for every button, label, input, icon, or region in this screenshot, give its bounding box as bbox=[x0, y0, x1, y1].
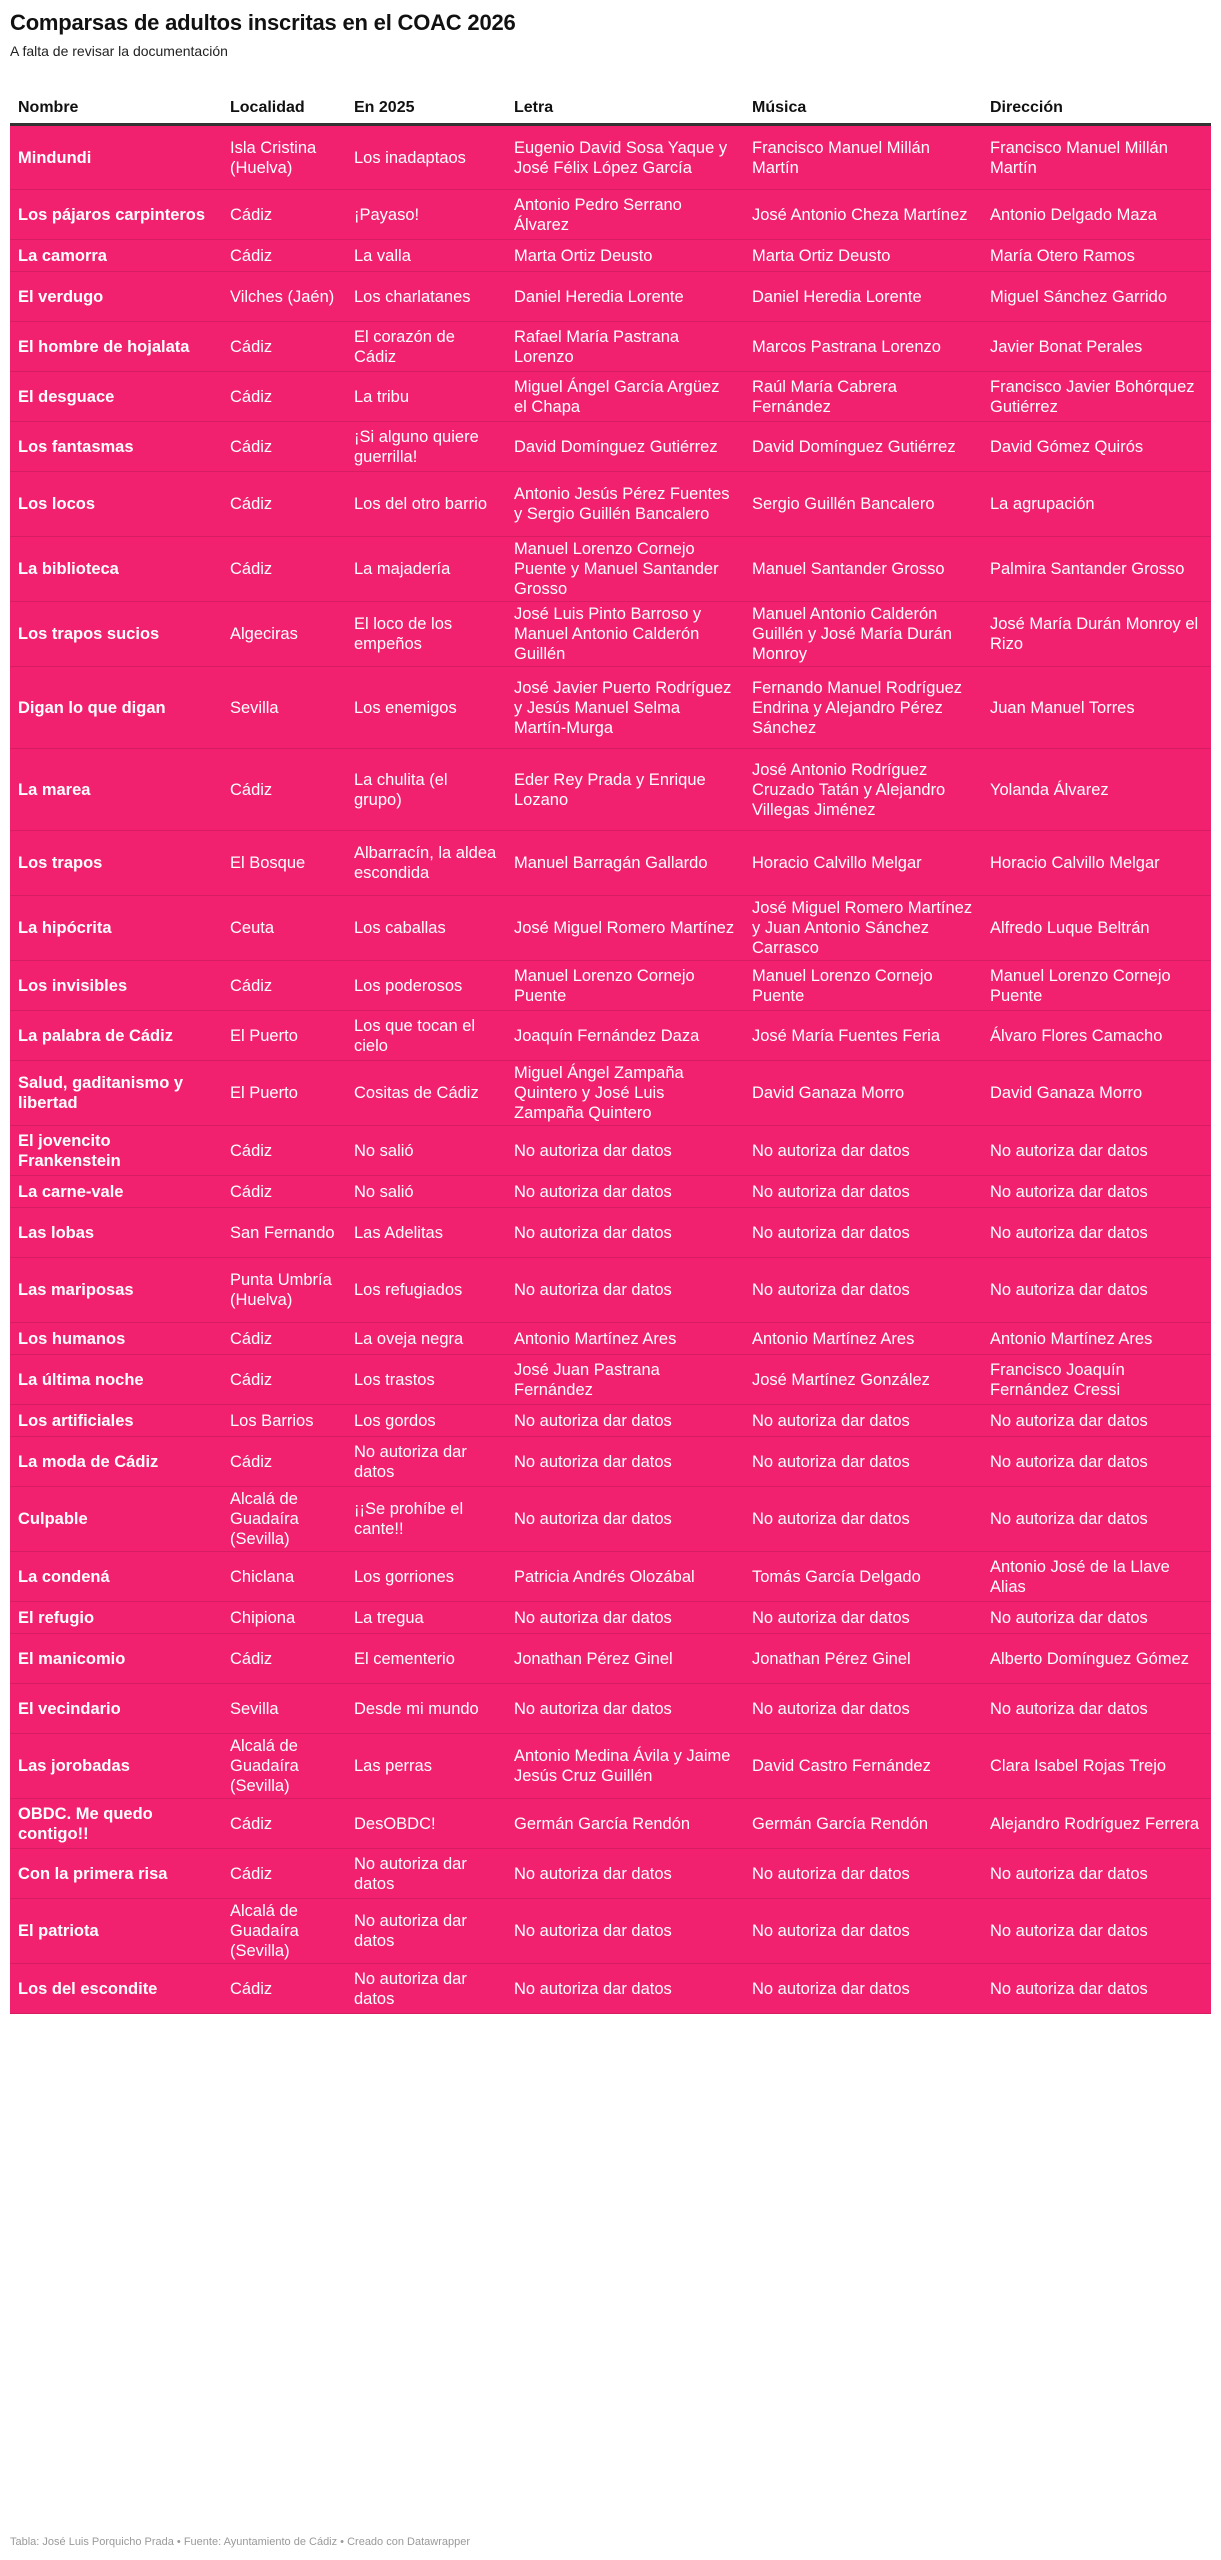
cell-nombre: Con la primera risa bbox=[10, 1849, 222, 1899]
cell-musica: Raúl María Cabrera Fernández bbox=[744, 372, 982, 422]
cell-musica: No autoriza dar datos bbox=[744, 1684, 982, 1734]
cell-localidad: Cádiz bbox=[222, 322, 346, 372]
cell-letra: Jonathan Pérez Ginel bbox=[506, 1634, 744, 1684]
cell-en-2025: Los del otro barrio bbox=[346, 472, 506, 537]
cell-localidad: Algeciras bbox=[222, 602, 346, 667]
cell-localidad: El Bosque bbox=[222, 831, 346, 896]
cell-localidad: Chipiona bbox=[222, 1602, 346, 1634]
cell-localidad: Alcalá de Guadaíra (Sevilla) bbox=[222, 1487, 346, 1552]
cell-musica: Francisco Manuel Millán Martín bbox=[744, 125, 982, 190]
cell-localidad: Cádiz bbox=[222, 1437, 346, 1487]
table-row bbox=[10, 240, 1211, 272]
table-row bbox=[10, 322, 1211, 372]
cell-direccion: No autoriza dar datos bbox=[982, 1849, 1211, 1899]
cell-nombre: Los pájaros carpinteros bbox=[10, 190, 222, 240]
cell-letra: No autoriza dar datos bbox=[506, 1899, 744, 1964]
cell-en-2025: Cositas de Cádiz bbox=[346, 1061, 506, 1126]
cell-en-2025: Las Adelitas bbox=[346, 1208, 506, 1258]
cell-musica: No autoriza dar datos bbox=[744, 1208, 982, 1258]
cell-musica: David Castro Fernández bbox=[744, 1734, 982, 1799]
cell-en-2025: No autoriza dar datos bbox=[346, 1899, 506, 1964]
table-row bbox=[10, 1011, 1211, 1061]
table-body bbox=[10, 125, 1211, 2014]
cell-letra: Eugenio David Sosa Yaque y José Félix López García bbox=[506, 125, 744, 190]
cell-nombre: OBDC. Me quedo contigo!! bbox=[10, 1799, 222, 1849]
cell-localidad: Cádiz bbox=[222, 372, 346, 422]
cell-en-2025: No autoriza dar datos bbox=[346, 1849, 506, 1899]
table-row bbox=[10, 1634, 1211, 1684]
cell-musica: Horacio Calvillo Melgar bbox=[744, 831, 982, 896]
cell-en-2025: Los inadaptaos bbox=[346, 125, 506, 190]
cell-direccion: Alejandro Rodríguez Ferrera bbox=[982, 1799, 1211, 1849]
cell-en-2025: No salió bbox=[346, 1126, 506, 1176]
cell-en-2025: ¡¡Se prohíbe el cante!! bbox=[346, 1487, 506, 1552]
cell-nombre: La marea bbox=[10, 749, 222, 831]
cell-letra: No autoriza dar datos bbox=[506, 1487, 744, 1552]
cell-direccion: No autoriza dar datos bbox=[982, 1684, 1211, 1734]
page-subtitle: A falta de revisar la documentación bbox=[10, 43, 228, 59]
cell-nombre: El refugio bbox=[10, 1602, 222, 1634]
cell-direccion: Alberto Domínguez Gómez bbox=[982, 1634, 1211, 1684]
cell-letra: Manuel Lorenzo Cornejo Puente bbox=[506, 961, 744, 1011]
cell-en-2025: La tregua bbox=[346, 1602, 506, 1634]
column-header-localidad: Localidad bbox=[222, 81, 346, 125]
cell-nombre: El manicomio bbox=[10, 1634, 222, 1684]
cell-musica: José Antonio Cheza Martínez bbox=[744, 190, 982, 240]
cell-musica: Tomás García Delgado bbox=[744, 1552, 982, 1602]
cell-direccion: No autoriza dar datos bbox=[982, 1899, 1211, 1964]
cell-en-2025: Los gordos bbox=[346, 1405, 506, 1437]
table-row bbox=[10, 1061, 1211, 1126]
cell-direccion: José María Durán Monroy el Rizo bbox=[982, 602, 1211, 667]
cell-nombre: El verdugo bbox=[10, 272, 222, 322]
cell-direccion: No autoriza dar datos bbox=[982, 1126, 1211, 1176]
table-row bbox=[10, 1323, 1211, 1355]
column-header-letra: Letra bbox=[506, 81, 744, 125]
cell-letra: No autoriza dar datos bbox=[506, 1437, 744, 1487]
cell-localidad: Cádiz bbox=[222, 190, 346, 240]
table-row bbox=[10, 1437, 1211, 1487]
cell-localidad: Sevilla bbox=[222, 667, 346, 749]
cell-letra: Marta Ortiz Deusto bbox=[506, 240, 744, 272]
cell-nombre: Digan lo que digan bbox=[10, 667, 222, 749]
table-row bbox=[10, 1734, 1211, 1799]
cell-en-2025: Los que tocan el cielo bbox=[346, 1011, 506, 1061]
table-row bbox=[10, 1799, 1211, 1849]
cell-localidad: El Puerto bbox=[222, 1011, 346, 1061]
cell-nombre: Salud, gaditanismo y libertad bbox=[10, 1061, 222, 1126]
cell-nombre: Los trapos bbox=[10, 831, 222, 896]
cell-letra: No autoriza dar datos bbox=[506, 1208, 744, 1258]
header-row bbox=[10, 81, 1211, 125]
cell-en-2025: No autoriza dar datos bbox=[346, 1964, 506, 2014]
cell-letra: No autoriza dar datos bbox=[506, 1849, 744, 1899]
cell-letra: Germán García Rendón bbox=[506, 1799, 744, 1849]
cell-direccion: No autoriza dar datos bbox=[982, 1405, 1211, 1437]
cell-en-2025: Los enemigos bbox=[346, 667, 506, 749]
cell-direccion: Antonio Delgado Maza bbox=[982, 190, 1211, 240]
cell-localidad: Cádiz bbox=[222, 1849, 346, 1899]
cell-musica: No autoriza dar datos bbox=[744, 1899, 982, 1964]
cell-musica: No autoriza dar datos bbox=[744, 1487, 982, 1552]
page-title: Comparsas de adultos inscritas en el COAC 2026 bbox=[10, 10, 516, 35]
cell-letra: Miguel Ángel García Argüez el Chapa bbox=[506, 372, 744, 422]
cell-direccion: Antonio Martínez Ares bbox=[982, 1323, 1211, 1355]
cell-localidad: Ceuta bbox=[222, 896, 346, 961]
cell-direccion: Francisco Manuel Millán Martín bbox=[982, 125, 1211, 190]
table-row bbox=[10, 602, 1211, 667]
cell-nombre: Mindundi bbox=[10, 125, 222, 190]
cell-en-2025: Las perras bbox=[346, 1734, 506, 1799]
table-row bbox=[10, 1487, 1211, 1552]
cell-direccion: David Gómez Quirós bbox=[982, 422, 1211, 472]
cell-nombre: La carne-vale bbox=[10, 1176, 222, 1208]
cell-localidad: Cádiz bbox=[222, 1634, 346, 1684]
cell-letra: Manuel Barragán Gallardo bbox=[506, 831, 744, 896]
cell-letra: Miguel Ángel Zampaña Quintero y José Luis Zampaña Quintero bbox=[506, 1061, 744, 1126]
cell-en-2025: Albarracín, la aldea escondida bbox=[346, 831, 506, 896]
table-row bbox=[10, 1602, 1211, 1634]
table-row bbox=[10, 472, 1211, 537]
table-header bbox=[10, 81, 1211, 125]
table-row bbox=[10, 831, 1211, 896]
cell-direccion: Juan Manuel Torres bbox=[982, 667, 1211, 749]
cell-direccion: No autoriza dar datos bbox=[982, 1602, 1211, 1634]
cell-en-2025: Los poderosos bbox=[346, 961, 506, 1011]
cell-en-2025: La majadería bbox=[346, 537, 506, 602]
cell-direccion: No autoriza dar datos bbox=[982, 1487, 1211, 1552]
cell-musica: David Domínguez Gutiérrez bbox=[744, 422, 982, 472]
table-row bbox=[10, 667, 1211, 749]
cell-letra: Antonio Medina Ávila y Jaime Jesús Cruz Guillén bbox=[506, 1734, 744, 1799]
cell-nombre: La hipócrita bbox=[10, 896, 222, 961]
cell-letra: José Miguel Romero Martínez bbox=[506, 896, 744, 961]
cell-localidad: Punta Umbría (Huelva) bbox=[222, 1258, 346, 1323]
cell-direccion: Javier Bonat Perales bbox=[982, 322, 1211, 372]
cell-en-2025: La oveja negra bbox=[346, 1323, 506, 1355]
table-row bbox=[10, 1405, 1211, 1437]
cell-localidad: Cádiz bbox=[222, 537, 346, 602]
comparsas-table bbox=[10, 81, 1211, 2014]
cell-musica: No autoriza dar datos bbox=[744, 1964, 982, 2014]
source-footer: Tabla: José Luis Porquicho Prada • Fuente: Ayuntamiento de Cádiz • Creado con Datawrapper bbox=[10, 2536, 470, 2548]
cell-direccion: David Ganaza Morro bbox=[982, 1061, 1211, 1126]
cell-localidad: Cádiz bbox=[222, 749, 346, 831]
cell-en-2025: El loco de los empeños bbox=[346, 602, 506, 667]
cell-musica: José Martínez González bbox=[744, 1355, 982, 1405]
cell-direccion: María Otero Ramos bbox=[982, 240, 1211, 272]
cell-letra: Rafael María Pastrana Lorenzo bbox=[506, 322, 744, 372]
table-row bbox=[10, 372, 1211, 422]
cell-en-2025: No salió bbox=[346, 1176, 506, 1208]
cell-letra: David Domínguez Gutiérrez bbox=[506, 422, 744, 472]
cell-direccion: No autoriza dar datos bbox=[982, 1176, 1211, 1208]
cell-localidad: Cádiz bbox=[222, 961, 346, 1011]
cell-en-2025: Desde mi mundo bbox=[346, 1684, 506, 1734]
cell-nombre: El desguace bbox=[10, 372, 222, 422]
cell-direccion: Horacio Calvillo Melgar bbox=[982, 831, 1211, 896]
cell-musica: No autoriza dar datos bbox=[744, 1176, 982, 1208]
cell-nombre: El jovencito Frankenstein bbox=[10, 1126, 222, 1176]
cell-localidad: Los Barrios bbox=[222, 1405, 346, 1437]
cell-musica: Fernando Manuel Rodríguez Endrina y Alejandro Pérez Sánchez bbox=[744, 667, 982, 749]
cell-musica: Germán García Rendón bbox=[744, 1799, 982, 1849]
cell-musica: Manuel Santander Grosso bbox=[744, 537, 982, 602]
cell-direccion: Antonio José de la Llave Alias bbox=[982, 1552, 1211, 1602]
cell-musica: José Miguel Romero Martínez y Juan Antonio Sánchez Carrasco bbox=[744, 896, 982, 961]
cell-nombre: El patriota bbox=[10, 1899, 222, 1964]
cell-direccion: Manuel Lorenzo Cornejo Puente bbox=[982, 961, 1211, 1011]
cell-letra: Manuel Lorenzo Cornejo Puente y Manuel Santander Grosso bbox=[506, 537, 744, 602]
cell-localidad: El Puerto bbox=[222, 1061, 346, 1126]
cell-direccion: Palmira Santander Grosso bbox=[982, 537, 1211, 602]
cell-nombre: Los locos bbox=[10, 472, 222, 537]
cell-musica: Sergio Guillén Bancalero bbox=[744, 472, 982, 537]
cell-nombre: El vecindario bbox=[10, 1684, 222, 1734]
cell-en-2025: Los caballas bbox=[346, 896, 506, 961]
cell-localidad: Cádiz bbox=[222, 472, 346, 537]
column-header-en-2025: En 2025 bbox=[346, 81, 506, 125]
cell-nombre: El hombre de hojalata bbox=[10, 322, 222, 372]
table-row bbox=[10, 272, 1211, 322]
cell-nombre: La condená bbox=[10, 1552, 222, 1602]
cell-musica: José Antonio Rodríguez Cruzado Tatán y Alejandro Villegas Jiménez bbox=[744, 749, 982, 831]
cell-letra: No autoriza dar datos bbox=[506, 1176, 744, 1208]
cell-letra: No autoriza dar datos bbox=[506, 1258, 744, 1323]
cell-letra: Eder Rey Prada y Enrique Lozano bbox=[506, 749, 744, 831]
cell-localidad: Cádiz bbox=[222, 240, 346, 272]
cell-en-2025: La tribu bbox=[346, 372, 506, 422]
cell-musica: No autoriza dar datos bbox=[744, 1602, 982, 1634]
cell-nombre: Culpable bbox=[10, 1487, 222, 1552]
cell-en-2025: La chulita (el grupo) bbox=[346, 749, 506, 831]
cell-en-2025: El cementerio bbox=[346, 1634, 506, 1684]
cell-letra: No autoriza dar datos bbox=[506, 1602, 744, 1634]
cell-en-2025: Los refugiados bbox=[346, 1258, 506, 1323]
cell-en-2025: El corazón de Cádiz bbox=[346, 322, 506, 372]
cell-musica: Daniel Heredia Lorente bbox=[744, 272, 982, 322]
cell-letra: Patricia Andrés Olozábal bbox=[506, 1552, 744, 1602]
cell-musica: José María Fuentes Feria bbox=[744, 1011, 982, 1061]
table-row bbox=[10, 1899, 1211, 1964]
table-row bbox=[10, 896, 1211, 961]
cell-direccion: No autoriza dar datos bbox=[982, 1964, 1211, 2014]
cell-en-2025: ¡Payaso! bbox=[346, 190, 506, 240]
cell-nombre: La palabra de Cádiz bbox=[10, 1011, 222, 1061]
cell-localidad: Cádiz bbox=[222, 1176, 346, 1208]
table-row bbox=[10, 1552, 1211, 1602]
column-header-direccion: Dirección bbox=[982, 81, 1211, 125]
cell-nombre: La moda de Cádiz bbox=[10, 1437, 222, 1487]
cell-letra: No autoriza dar datos bbox=[506, 1405, 744, 1437]
cell-direccion: Álvaro Flores Camacho bbox=[982, 1011, 1211, 1061]
cell-nombre: Los humanos bbox=[10, 1323, 222, 1355]
cell-nombre: Los artificiales bbox=[10, 1405, 222, 1437]
table-row bbox=[10, 537, 1211, 602]
cell-localidad: Chiclana bbox=[222, 1552, 346, 1602]
cell-direccion: Alfredo Luque Beltrán bbox=[982, 896, 1211, 961]
cell-musica: Marcos Pastrana Lorenzo bbox=[744, 322, 982, 372]
cell-localidad: Vilches (Jaén) bbox=[222, 272, 346, 322]
column-header-musica: Música bbox=[744, 81, 982, 125]
cell-musica: Manuel Antonio Calderón Guillén y José María Durán Monroy bbox=[744, 602, 982, 667]
table-row bbox=[10, 1964, 1211, 2014]
table-row bbox=[10, 125, 1211, 190]
cell-localidad: Alcalá de Guadaíra (Sevilla) bbox=[222, 1734, 346, 1799]
cell-en-2025: La valla bbox=[346, 240, 506, 272]
cell-localidad: Cádiz bbox=[222, 1323, 346, 1355]
cell-letra: José Luis Pinto Barroso y Manuel Antonio Calderón Guillén bbox=[506, 602, 744, 667]
cell-nombre: La camorra bbox=[10, 240, 222, 272]
cell-musica: No autoriza dar datos bbox=[744, 1258, 982, 1323]
cell-localidad: Alcalá de Guadaíra (Sevilla) bbox=[222, 1899, 346, 1964]
cell-nombre: Los fantasmas bbox=[10, 422, 222, 472]
cell-nombre: Los trapos sucios bbox=[10, 602, 222, 667]
cell-letra: Joaquín Fernández Daza bbox=[506, 1011, 744, 1061]
cell-letra: Antonio Martínez Ares bbox=[506, 1323, 744, 1355]
cell-en-2025: Los charlatanes bbox=[346, 272, 506, 322]
table-row bbox=[10, 961, 1211, 1011]
cell-letra: Antonio Pedro Serrano Álvarez bbox=[506, 190, 744, 240]
table-row bbox=[10, 1208, 1211, 1258]
cell-nombre: La biblioteca bbox=[10, 537, 222, 602]
table-row bbox=[10, 1176, 1211, 1208]
cell-musica: No autoriza dar datos bbox=[744, 1849, 982, 1899]
cell-localidad: Cádiz bbox=[222, 1126, 346, 1176]
table-row bbox=[10, 1258, 1211, 1323]
cell-musica: No autoriza dar datos bbox=[744, 1126, 982, 1176]
cell-direccion: No autoriza dar datos bbox=[982, 1437, 1211, 1487]
cell-direccion: No autoriza dar datos bbox=[982, 1258, 1211, 1323]
cell-localidad: Isla Cristina (Huelva) bbox=[222, 125, 346, 190]
cell-localidad: Cádiz bbox=[222, 1964, 346, 2014]
cell-direccion: Francisco Joaquín Fernández Cressi bbox=[982, 1355, 1211, 1405]
cell-localidad: Sevilla bbox=[222, 1684, 346, 1734]
cell-direccion: Francisco Javier Bohórquez Gutiérrez bbox=[982, 372, 1211, 422]
cell-letra: Antonio Jesús Pérez Fuentes y Sergio Guillén Bancalero bbox=[506, 472, 744, 537]
cell-en-2025: No autoriza dar datos bbox=[346, 1437, 506, 1487]
cell-letra: No autoriza dar datos bbox=[506, 1126, 744, 1176]
cell-letra: Daniel Heredia Lorente bbox=[506, 272, 744, 322]
table-row bbox=[10, 1684, 1211, 1734]
cell-musica: Antonio Martínez Ares bbox=[744, 1323, 982, 1355]
cell-letra: José Javier Puerto Rodríguez y Jesús Manuel Selma Martín-Murga bbox=[506, 667, 744, 749]
cell-letra: No autoriza dar datos bbox=[506, 1964, 744, 2014]
cell-musica: No autoriza dar datos bbox=[744, 1437, 982, 1487]
table-row bbox=[10, 1849, 1211, 1899]
cell-direccion: Clara Isabel Rojas Trejo bbox=[982, 1734, 1211, 1799]
cell-nombre: Las lobas bbox=[10, 1208, 222, 1258]
cell-localidad: Cádiz bbox=[222, 1355, 346, 1405]
cell-en-2025: DesOBDC! bbox=[346, 1799, 506, 1849]
cell-nombre: Los del escondite bbox=[10, 1964, 222, 2014]
cell-nombre: Los invisibles bbox=[10, 961, 222, 1011]
cell-musica: Jonathan Pérez Ginel bbox=[744, 1634, 982, 1684]
cell-localidad: Cádiz bbox=[222, 1799, 346, 1849]
cell-en-2025: Los trastos bbox=[346, 1355, 506, 1405]
cell-letra: No autoriza dar datos bbox=[506, 1684, 744, 1734]
cell-musica: Manuel Lorenzo Cornejo Puente bbox=[744, 961, 982, 1011]
cell-en-2025: Los gorriones bbox=[346, 1552, 506, 1602]
column-header-nombre: Nombre bbox=[10, 81, 222, 125]
cell-nombre: Las mariposas bbox=[10, 1258, 222, 1323]
cell-direccion: No autoriza dar datos bbox=[982, 1208, 1211, 1258]
cell-localidad: San Fernando bbox=[222, 1208, 346, 1258]
table-row bbox=[10, 422, 1211, 472]
cell-direccion: Yolanda Álvarez bbox=[982, 749, 1211, 831]
cell-nombre: La última noche bbox=[10, 1355, 222, 1405]
cell-localidad: Cádiz bbox=[222, 422, 346, 472]
table-row bbox=[10, 1126, 1211, 1176]
table-row bbox=[10, 1355, 1211, 1405]
cell-direccion: Miguel Sánchez Garrido bbox=[982, 272, 1211, 322]
table-row bbox=[10, 749, 1211, 831]
cell-musica: No autoriza dar datos bbox=[744, 1405, 982, 1437]
cell-en-2025: ¡Si alguno quiere guerrilla! bbox=[346, 422, 506, 472]
cell-musica: Marta Ortiz Deusto bbox=[744, 240, 982, 272]
cell-musica: David Ganaza Morro bbox=[744, 1061, 982, 1126]
cell-letra: José Juan Pastrana Fernández bbox=[506, 1355, 744, 1405]
cell-nombre: Las jorobadas bbox=[10, 1734, 222, 1799]
cell-direccion: La agrupación bbox=[982, 472, 1211, 537]
table-row bbox=[10, 190, 1211, 240]
